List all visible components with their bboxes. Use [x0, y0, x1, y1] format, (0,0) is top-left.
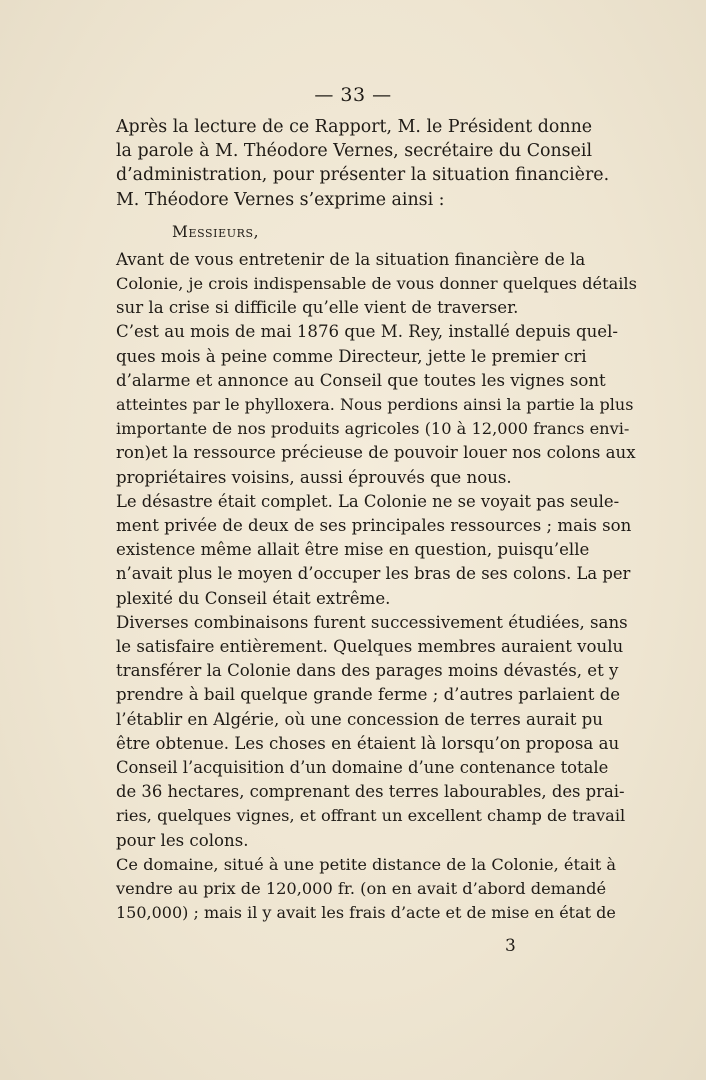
paragraph-5	[116, 611, 628, 853]
text-line: Avant de vous entretenir de la situation financière de la	[116, 249, 586, 269]
paragraph-1	[116, 115, 610, 212]
text-line: sur la crise si difficile qu’elle vient de traverser.	[116, 298, 519, 318]
text-line: Colonie, je crois indispensable de vous donner quelques détails	[116, 274, 637, 294]
text-line: ment privée de deux de ses principales ressources ; mais son	[116, 516, 632, 536]
signature-mark: 3	[505, 936, 516, 956]
text-line: Diverses combinaisons furent successivement étudiées, sans	[116, 612, 628, 632]
text-line: Ce domaine, situé à une petite distance de la Colonie, était à	[116, 854, 617, 874]
text-line: C’est au mois de mai 1876 que M. Rey, installé depuis quel-	[116, 322, 619, 342]
page-number: — 33 —	[314, 84, 392, 106]
text-line: pour les colons.	[116, 830, 249, 850]
paragraph-4	[116, 490, 632, 611]
text-line: propriétaires voisins, aussi éprouvés que nous.	[116, 467, 512, 487]
text-line: prendre à bail quelque grande ferme ; d’autres parlaient de	[116, 685, 621, 705]
text-line: vendre au prix de 120,000 fr. (on en avait d’abord demandé	[116, 879, 607, 899]
text-line: M. Théodore Vernes s’exprime ainsi :	[116, 189, 445, 210]
text-line: l’établir en Algérie, où une concession de terres aurait pu	[116, 709, 603, 729]
text-line: Après la lecture de ce Rapport, M. le Président donne	[116, 117, 593, 137]
text-line: 150,000) ; mais il y avait les frais d’acte et de mise en état de	[116, 903, 616, 923]
text-line: être obtenue. Les choses en étaient là lorsqu’on proposa au	[116, 733, 620, 753]
salutation: Messieurs,	[172, 222, 260, 241]
paragraph-2	[116, 248, 637, 321]
text-line: Le désastre était complet. La Colonie ne se voyait pas seule-	[116, 491, 620, 511]
text-line: de 36 hectares, comprenant des terres labourables, des prai-	[116, 782, 625, 802]
text-line: atteintes par le phylloxera. Nous perdions ainsi la partie la plus	[116, 395, 634, 415]
text-line: ques mois à peine comme Directeur, jette le premier cri	[116, 346, 587, 366]
text-line: transférer la Colonie dans des parages moins dévastés, et y	[116, 661, 619, 681]
text-line: existence même allait être mise en question, puisqu’elle	[116, 540, 590, 560]
body-text	[116, 115, 637, 926]
text-line: Conseil l’acquisition d’un domaine d’une contenance totale	[116, 758, 609, 778]
text-line: n’avait plus le moyen d’occuper les bras de ses colons. La per	[116, 564, 631, 584]
text-line: plexité du Conseil était extrême.	[116, 588, 391, 608]
text-line: le satisfaire entièrement. Quelques membres auraient voulu	[116, 637, 624, 657]
text-line: ron)et la ressource précieuse de pouvoir louer nos colons aux	[116, 443, 636, 463]
text-line: ries, quelques vignes, et offrant un excellent champ de travail	[116, 806, 626, 826]
text-line: importante de nos produits agricoles (10 à 12,000 francs envi-	[116, 419, 630, 439]
text-line: d’alarme et annonce au Conseil que toutes les vignes sont	[116, 370, 606, 390]
paragraph-3	[116, 320, 636, 489]
text-line: la parole à M. Théodore Vernes, secrétaire du Conseil	[116, 141, 593, 162]
paragraph-6	[116, 853, 617, 926]
text-line: d’administration, pour présenter la situation financière.	[116, 165, 610, 186]
